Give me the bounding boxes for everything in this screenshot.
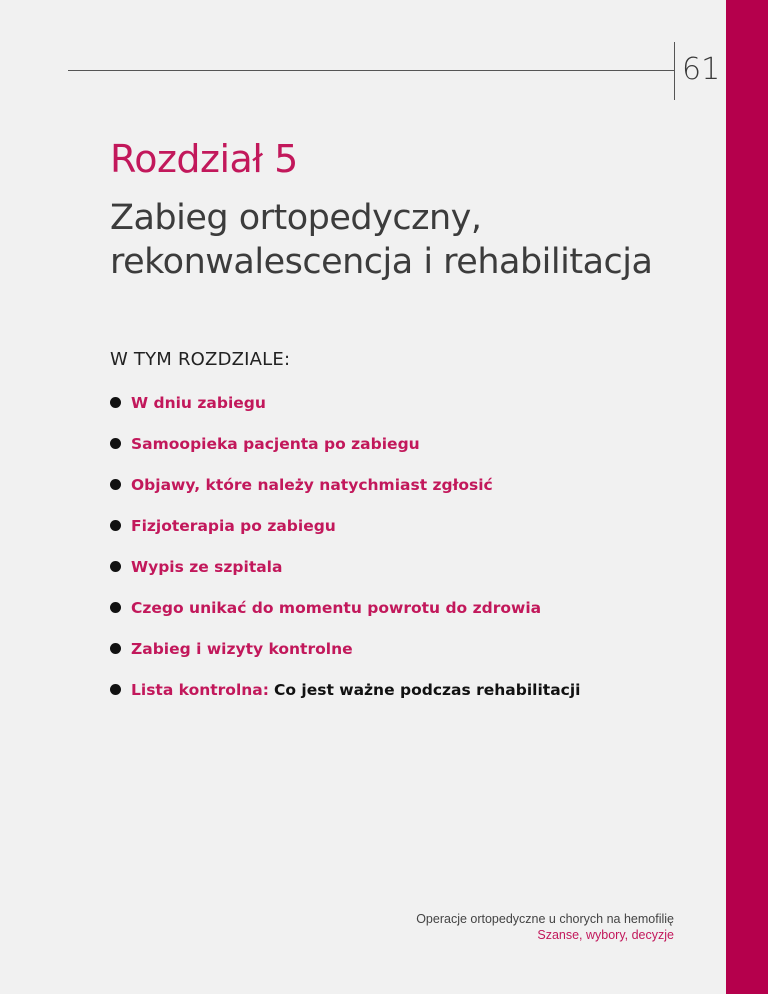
toc-link-w-dniu-zabiegu[interactable]: W dniu zabiegu xyxy=(131,394,266,412)
bullet-icon xyxy=(110,684,121,695)
bullet-icon xyxy=(110,479,121,490)
list-item xyxy=(110,637,581,678)
list-item xyxy=(110,514,581,555)
chapter-title xyxy=(110,196,710,284)
list-item xyxy=(110,432,581,473)
list-item xyxy=(110,391,581,432)
section-heading: W TYM ROZDZIALE: xyxy=(110,349,291,370)
bullet-icon xyxy=(110,520,121,531)
header-rule xyxy=(68,70,674,71)
toc-item-suffix: Co jest ważne podczas rehabilitacji xyxy=(273,681,581,699)
list-item xyxy=(110,473,581,514)
side-color-bar xyxy=(726,0,768,994)
bullet-icon xyxy=(110,643,121,654)
list-item xyxy=(110,678,581,719)
footer xyxy=(416,911,674,943)
toc-link-wypis[interactable]: Wypis ze szpitala xyxy=(131,558,283,576)
bullet-icon xyxy=(110,438,121,449)
list-item xyxy=(110,596,581,637)
footer-book-title: Operacje ortopedyczne u chorych na hemofilię xyxy=(416,912,674,926)
chapter-contents-list xyxy=(110,391,581,719)
toc-link-samoopieka[interactable]: Samoopieka pacjenta po zabiegu xyxy=(131,435,420,453)
chapter-title-line: Zabieg ortopedyczny, xyxy=(110,198,482,238)
page-number: 61 xyxy=(682,52,721,87)
bullet-icon xyxy=(110,602,121,613)
toc-link-wizyty-kontrolne[interactable]: Zabieg i wizyty kontrolne xyxy=(131,640,353,658)
bullet-icon xyxy=(110,561,121,572)
chapter-title-line: rekonwalescencja i rehabilitacja xyxy=(110,242,653,282)
toc-link-objawy[interactable]: Objawy, które należy natychmiast zgłosić xyxy=(131,476,493,494)
page-number-divider xyxy=(674,42,675,100)
list-item xyxy=(110,555,581,596)
footer-subtitle: Szanse, wybory, decyzje xyxy=(537,928,674,942)
chapter-label: Rozdział 5 xyxy=(110,137,298,181)
bullet-icon xyxy=(110,397,121,408)
toc-link-lista-kontrolna[interactable]: Lista kontrolna: xyxy=(131,681,269,699)
toc-link-fizjoterapia[interactable]: Fizjoterapia po zabiegu xyxy=(131,517,336,535)
toc-link-czego-unikac[interactable]: Czego unikać do momentu powrotu do zdrowia xyxy=(131,599,542,617)
